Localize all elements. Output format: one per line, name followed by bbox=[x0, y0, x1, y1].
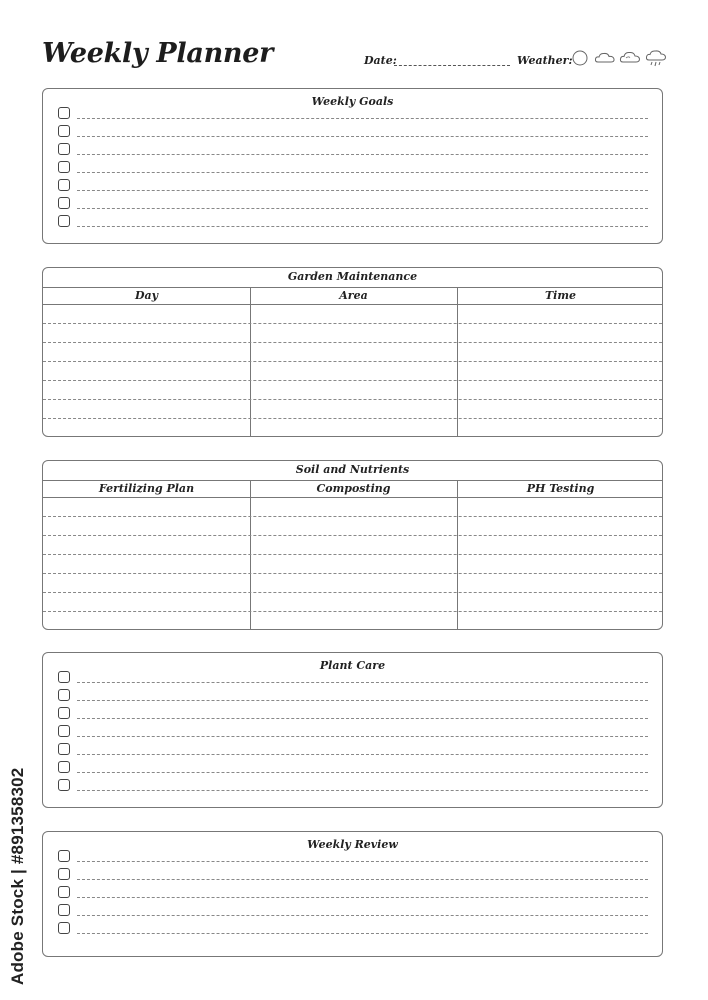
plant-care-line[interactable] bbox=[77, 700, 648, 701]
weather-label: Weather: bbox=[517, 54, 573, 67]
page-title: Weekly Planner bbox=[42, 38, 274, 69]
plant-care-line[interactable] bbox=[77, 790, 648, 791]
table-row[interactable] bbox=[43, 399, 662, 400]
table-row[interactable] bbox=[43, 554, 662, 555]
review-checkbox[interactable] bbox=[58, 904, 70, 916]
table-row[interactable] bbox=[43, 592, 662, 593]
divider bbox=[43, 287, 662, 288]
goal-checkbox[interactable] bbox=[58, 107, 70, 119]
plant-care-line[interactable] bbox=[77, 718, 648, 719]
table-row[interactable] bbox=[43, 516, 662, 517]
table-row[interactable] bbox=[43, 323, 662, 324]
plant-care-checkbox[interactable] bbox=[58, 779, 70, 791]
weekly-review-section bbox=[42, 831, 663, 957]
date-label: Date: bbox=[364, 54, 397, 67]
review-line[interactable] bbox=[77, 861, 648, 862]
weekly-goals-title: Weekly Goals bbox=[311, 95, 394, 108]
table-row[interactable] bbox=[43, 418, 662, 419]
goal-checkbox[interactable] bbox=[58, 179, 70, 191]
plant-care-title: Plant Care bbox=[319, 659, 386, 672]
stock-watermark: Adobe Stock | #891358302 bbox=[8, 767, 27, 985]
table-row[interactable] bbox=[43, 611, 662, 612]
plant-care-checkbox[interactable] bbox=[58, 725, 70, 737]
plant-care-line[interactable] bbox=[77, 736, 648, 737]
column-header-ph-testing: PH Testing bbox=[526, 482, 595, 495]
column-header-composting: Composting bbox=[316, 482, 391, 495]
plant-care-checkbox[interactable] bbox=[58, 671, 70, 683]
plant-care-checkbox[interactable] bbox=[58, 761, 70, 773]
table-row[interactable] bbox=[43, 342, 662, 343]
goal-line[interactable] bbox=[77, 118, 648, 119]
goal-checkbox[interactable] bbox=[58, 125, 70, 137]
plant-care-line[interactable] bbox=[77, 754, 648, 755]
goal-checkbox[interactable] bbox=[58, 197, 70, 209]
review-checkbox[interactable] bbox=[58, 922, 70, 934]
weekly-goals-section bbox=[42, 88, 663, 244]
garden-maintenance-section bbox=[42, 267, 663, 437]
goal-line[interactable] bbox=[77, 190, 648, 191]
review-line[interactable] bbox=[77, 933, 648, 934]
divider bbox=[43, 480, 662, 481]
table-row[interactable] bbox=[43, 535, 662, 536]
header-divider bbox=[43, 304, 662, 305]
goal-checkbox[interactable] bbox=[58, 161, 70, 173]
review-checkbox[interactable] bbox=[58, 850, 70, 862]
review-line[interactable] bbox=[77, 915, 648, 916]
cloud-icon[interactable] bbox=[594, 48, 616, 68]
goal-line[interactable] bbox=[77, 208, 648, 209]
soil-nutrients-section bbox=[42, 460, 663, 630]
column-header-area: Area bbox=[339, 289, 368, 302]
goal-line[interactable] bbox=[77, 154, 648, 155]
table-row[interactable] bbox=[43, 361, 662, 362]
rain-cloud-icon[interactable] bbox=[645, 48, 667, 70]
column-header-time: Time bbox=[544, 289, 576, 302]
goal-line[interactable] bbox=[77, 136, 648, 137]
goal-checkbox[interactable] bbox=[58, 215, 70, 227]
sun-icon[interactable] bbox=[570, 48, 590, 68]
weekly-review-title: Weekly Review bbox=[307, 838, 398, 851]
plant-care-line[interactable] bbox=[77, 682, 648, 683]
goal-checkbox[interactable] bbox=[58, 143, 70, 155]
plant-care-section bbox=[42, 652, 663, 808]
soil-nutrients-title: Soil and Nutrients bbox=[295, 463, 410, 476]
review-checkbox[interactable] bbox=[58, 886, 70, 898]
goal-line[interactable] bbox=[77, 172, 648, 173]
garden-maintenance-title: Garden Maintenance bbox=[287, 270, 418, 283]
header-divider bbox=[43, 497, 662, 498]
table-row[interactable] bbox=[43, 573, 662, 574]
plant-care-checkbox[interactable] bbox=[58, 689, 70, 701]
plant-care-checkbox[interactable] bbox=[58, 707, 70, 719]
review-checkbox[interactable] bbox=[58, 868, 70, 880]
review-line[interactable] bbox=[77, 879, 648, 880]
plant-care-line[interactable] bbox=[77, 772, 648, 773]
cloudy-icon[interactable] bbox=[619, 48, 641, 68]
table-row[interactable] bbox=[43, 380, 662, 381]
review-line[interactable] bbox=[77, 897, 648, 898]
column-header-fertilizing-plan: Fertilizing Plan bbox=[98, 482, 195, 495]
date-field[interactable] bbox=[394, 65, 510, 66]
column-header-day: Day bbox=[134, 289, 159, 302]
goal-line[interactable] bbox=[77, 226, 648, 227]
plant-care-checkbox[interactable] bbox=[58, 743, 70, 755]
